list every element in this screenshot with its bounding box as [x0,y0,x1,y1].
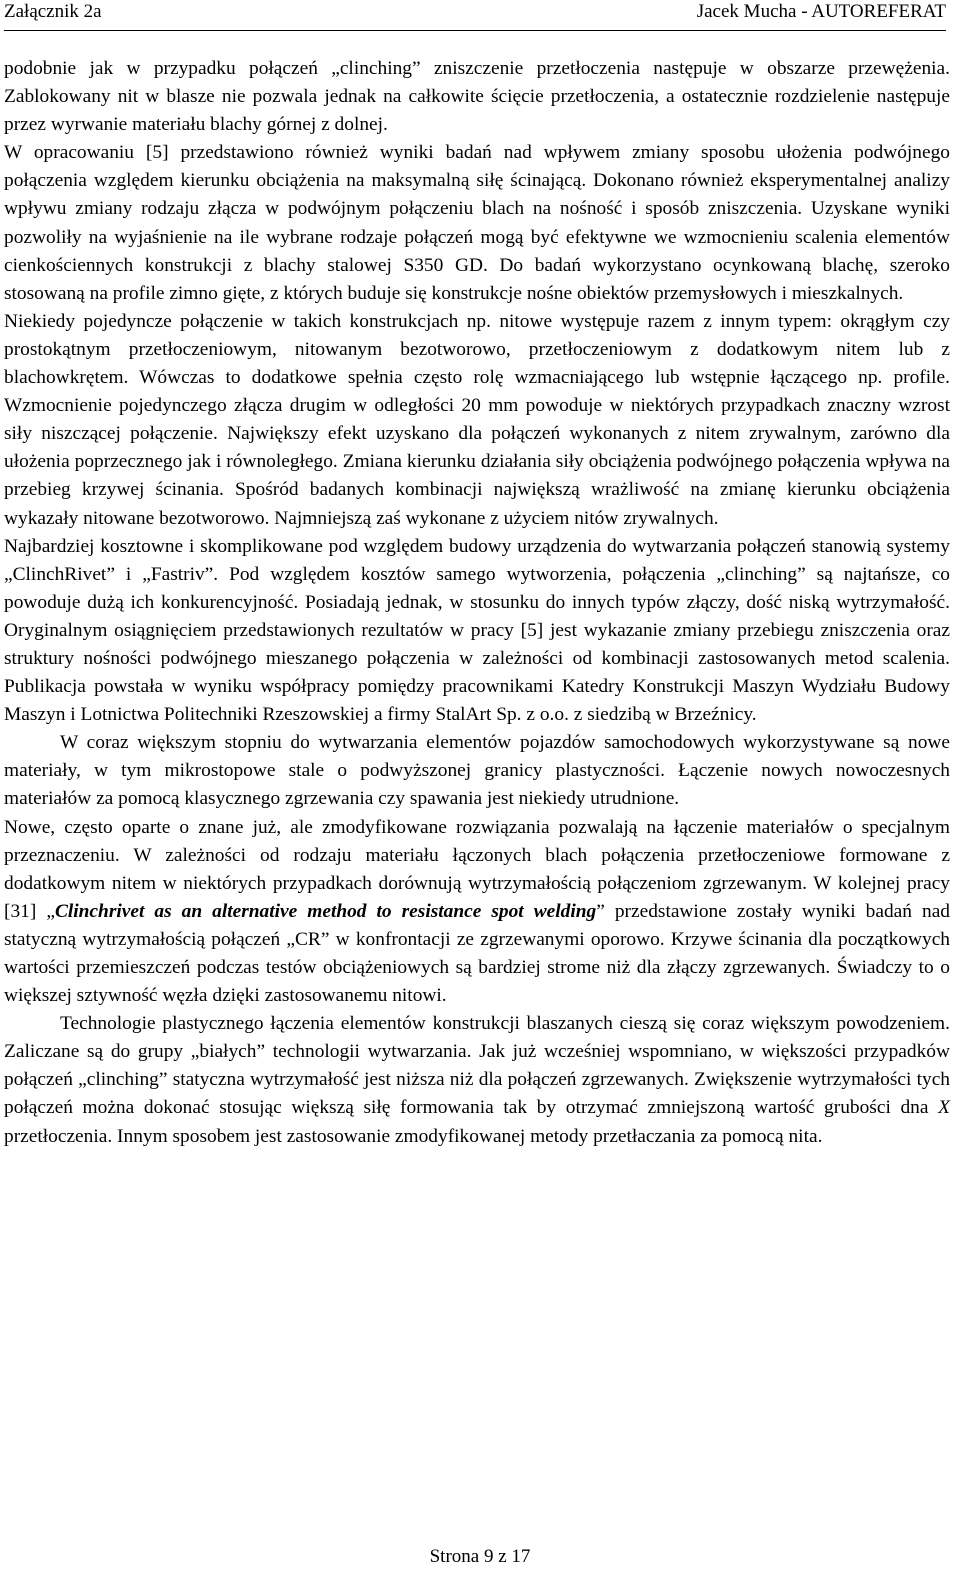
paragraph-1: podobnie jak w przypadku połączeń „clinching” zniszczenie przetłoczenia następuje w obszarze przewężenia. Zablokowany nit w blasze nie pozwala jednak na całkowite ścięcie przetłoczenia, a ostatecznie rozdzielenie następuje przez wyrwanie materiału blachy górnej z dolnej. [4,58,950,136]
paragraph-2: W opracowaniu [5] przedstawiono również wyniki badań nad wpływem zmiany sposobu ułożenia podwójnego połączenia względem kierunku obciążenia na maksymalną siłę ścinającą. Dokonano również eksperymentalnej analizy wpływu zmiany rodzaju złącza w podwójnym połączeniu blach na nośność i sposób zniszczenia. Uzyskane wyniki pozwoliły na wyjaśnienie na ile wybrane rodzaje połączeń mogą być efektywne we wzmocnieniu scalenia elementów cienkościennych konstrukcji z blachy stalowej S350 GD. Do badań wykorzystano ocynkowaną blachę, szeroko stosowaną na profile zimno gięte, z których buduje się konstrukcje nośne obiektów przemysłowych i mieszkalnych. [4,142,950,304]
header-author-title: Jacek Mucha - AUTOREFERAT [696,1,946,22]
document-body [4,55,950,1151]
paragraph-6-text-before: Nowe, często oparte o znane już, ale zmodyfikowane rozwiązania pozwalają na łączenie materiałów o specjalnym przeznaczeniu. W zależności od rodzaju materiału łączonych blach połączenia przetłoczeniowe formowane z dodatkowym nitem w niektórych przypadkach dorównują wytrzymałością połączeniom zgrzewanym. W kolejnej pracy [31] „ [4,816,950,922]
paragraph-3: Niekiedy pojedyncze połączenie w takich konstrukcjach np. nitowe występuje razem z innym typem: okrągłym czy prostokątnym przetłoczeniowym, nitowanym bezotworowo, przetłoczeniowym z dodatkowym nitem lub z blachowkrętem. Wówczas to dodatkowe spełnia często rolę wzmacniającego lub wstępnie łączącego np. profile. Wzmocnienie pojedynczego złącza drugim w odległości 20 mm powoduje w niektórych przypadkach znaczny wzrost siły niszczącej połączenie. Największy efekt uzyskano dla połączeń wykonanych z nitem zrywalnym, zarówno dla ułożenia poprzecznego jak i równoległego. Zmiana kierunku działania siły obciążenia podwójnego połączenia wpływa na przebieg krzywej ścinania. Spośród badanych kombinacji największą wrażliwość na zmianę kierunku obciążenia wykazały nitowane bezotworowo. Najmniejszą zaś wykonane z użyciem nitów zrywalnych. [4,310,950,529]
paragraph-7-text-after: przetłoczenia. Innym sposobem jest zastosowanie zmodyfikowanej metody przetłaczania za pomocą nita. [4,1125,823,1147]
page-header [4,0,946,31]
page-number-footer: Strona 9 z 17 [429,1546,531,1567]
paragraph-7 [4,1010,950,1150]
variable-x: X [938,1097,950,1119]
paragraph-6-text-after: ” przedstawione zostały wyniki badań nad statyczną wytrzymałością połączeń „CR” w konfrontacji ze zgrzewanymi oporowo. Krzywe ścinania dla początkowych wartości przemieszczeń podczas testów obciążeniowych są bardziej strome niż dla złączy zgrzewanych. Świadczy to o większej sztywność węzła dzięki zastosowanemu nitowi. [4,900,950,1007]
paragraph-6 [4,814,950,1011]
paragraph-7-text-before: Technologie plastycznego łączenia elementów konstrukcji blaszanych cieszą się coraz większym powodzeniem. Zaliczane są do grupy „białych” technologii wytwarzania. Jak już wcześniej wspomniano, w większości przypadków połączeń „clinching” statyczna wytrzymałość jest niższa niż dla połączeń zgrzewanych. Zwiększenie wytrzymałości tych połączeń można dokonać stosując większą siłę formowania tak by otrzymać zmniejszoną wartość grubości dna [4,1013,950,1119]
paragraph-5: W coraz większym stopniu do wytwarzania elementów pojazdów samochodowych wykorzystywane są nowe materiały, w tym mikrostopowe stale o podwyższonej granicy plastyczności. Łączenie nowych nowoczesnych materiałów za pomocą klasycznego zgrzewania czy spawania jest niekiedy utrudnione. [4,732,950,810]
header-attachment-label: Załącznik 2a [4,1,102,22]
paragraph-4: Najbardziej kosztowne i skomplikowane pod względem budowy urządzenia do wytwarzania połączeń stanowią systemy „ClinchRivet” i „Fastriv”. Pod względem kosztów samego wytworzenia, połączenia „clinching” są najtańsze, co powoduje dużą ich konkurencyjność. Posiadają jednak, w stosunku do innych typów złączy, dość niską wytrzymałość. Oryginalnym osiągnięciem przedstawionych rezultatów w pracy [5] jest wykazanie zmiany przebiegu zniszczenia oraz struktury nośności podwójnego mieszanego połączenia w zależności od kombinacji zastosowanych metod scalenia. Publikacja powstała w wyniku współpracy pomiędzy pracownikami Katedry Konstrukcji Maszyn Wydziału Budowy Maszyn i Lotnictwa Politechniki Rzeszowskiej a firmy StalArt Sp. z o.o. z siedzibą w Brzeźnicy. [4,535,950,726]
cited-paper-title: Clinchrivet as an alternative method to resistance spot welding [54,900,597,922]
